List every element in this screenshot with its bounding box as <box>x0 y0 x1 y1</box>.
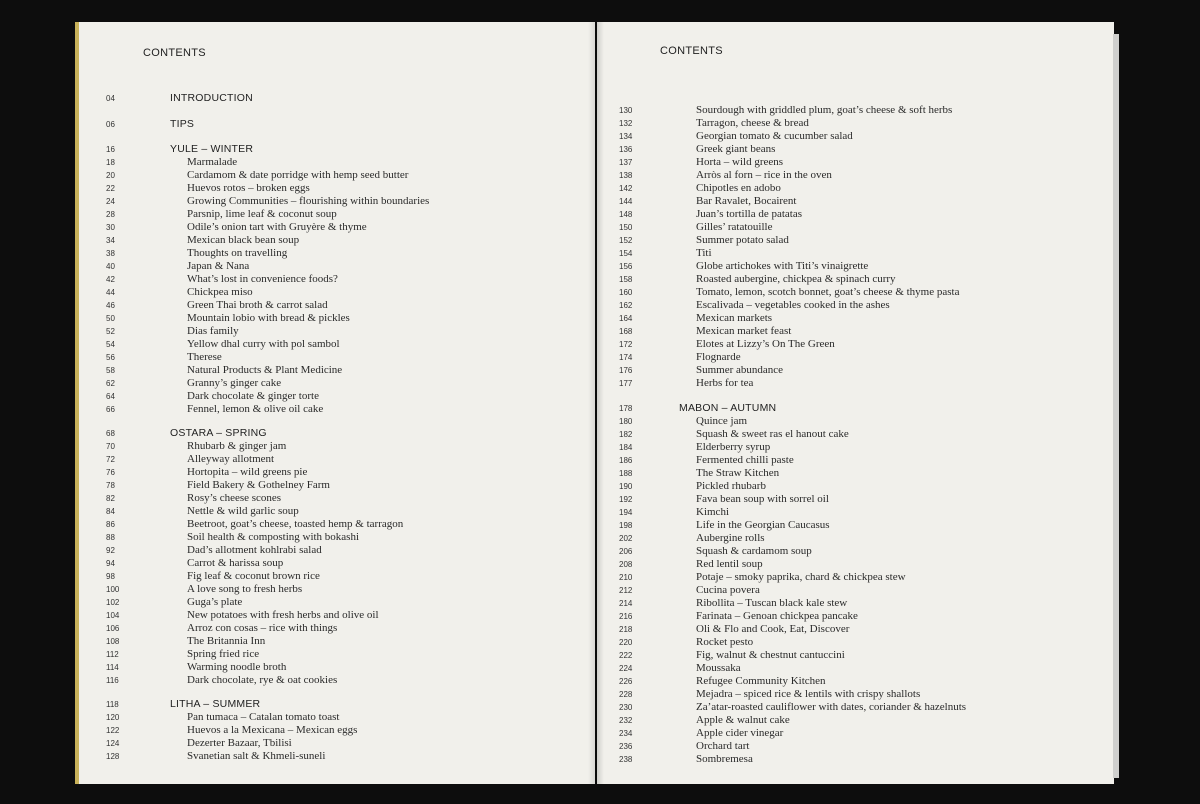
page-number: 116 <box>106 676 119 685</box>
page-number: 102 <box>106 598 120 607</box>
entry-title: Squash & cardamom soup <box>696 545 812 557</box>
page-number: 190 <box>619 482 633 491</box>
entry-title: Dias family <box>187 325 239 337</box>
page-number: 230 <box>619 703 633 712</box>
page-number: 124 <box>106 739 120 748</box>
page-number: 136 <box>619 145 633 154</box>
entry-title: Soil health & composting with bokashi <box>187 531 360 543</box>
entry-title: Tarragon, cheese & bread <box>696 117 809 129</box>
right-page <box>597 22 1114 784</box>
page-number: 120 <box>106 713 120 722</box>
page-number: 222 <box>619 651 633 660</box>
page-number: 34 <box>106 236 115 245</box>
page-number: 188 <box>619 469 633 478</box>
page-number: 214 <box>619 599 633 608</box>
entry-title: Growing Communities – flourishing within boundaries <box>187 195 430 207</box>
entry-title: Carrot & harissa soup <box>187 557 284 569</box>
entry-title: What’s lost in convenience foods? <box>187 273 338 285</box>
page-number: 164 <box>619 314 633 323</box>
entry-title: Cucina povera <box>696 584 760 596</box>
entry-title: Escalivada – vegetables cooked in the ashes <box>696 299 890 311</box>
entry-title: Orchard tart <box>696 740 750 752</box>
page-edge <box>1113 34 1119 778</box>
page-number: 172 <box>619 340 633 349</box>
page-number: 04 <box>106 94 115 103</box>
entry-title: Herbs for tea <box>696 377 754 389</box>
page-number: 38 <box>106 249 115 258</box>
page-number: 177 <box>619 379 633 388</box>
section-title: LITHA – SUMMER <box>170 698 261 710</box>
page-number: 92 <box>106 546 115 555</box>
page-number: 142 <box>619 184 633 193</box>
page-number: 226 <box>619 677 633 686</box>
entry-title: Rosy’s cheese scones <box>187 492 282 504</box>
entry-title: Fava bean soup with sorrel oil <box>696 493 829 505</box>
entry-title: Pickled rhubarb <box>696 480 766 492</box>
page-number: 216 <box>619 612 633 621</box>
page-number: 100 <box>106 585 120 594</box>
page-number: 112 <box>106 650 119 659</box>
entry-title: Flognarde <box>696 351 741 363</box>
entry-title: Globe artichokes with Titi’s vinaigrette <box>696 260 869 272</box>
entry-title: Potaje – smoky paprika, chard & chickpea stew <box>696 571 906 583</box>
entry-title: Greek giant beans <box>696 143 776 155</box>
page-number: 114 <box>106 663 119 672</box>
entry-title: Apple cider vinegar <box>696 727 784 739</box>
entry-title: Warming noodle broth <box>187 661 287 673</box>
page-number: 16 <box>106 145 115 154</box>
entry-title: Rhubarb & ginger jam <box>187 440 287 452</box>
entry-title: A love song to fresh herbs <box>187 583 303 595</box>
page-number: 168 <box>619 327 633 336</box>
entry-title: Titi <box>696 247 712 259</box>
entry-title: Odile’s onion tart with Gruyère & thyme <box>187 221 367 233</box>
page-number: 122 <box>106 726 120 735</box>
entry-title: Za’atar-roasted cauliflower with dates, coriander & hazelnuts <box>696 701 967 713</box>
entry-title: Rocket pesto <box>696 636 754 648</box>
page-number: 58 <box>106 366 115 375</box>
entry-title: Life in the Georgian Caucasus <box>696 519 830 531</box>
entry-title: Mexican markets <box>696 312 773 324</box>
entry-title: Roasted aubergine, chickpea & spinach curry <box>696 273 896 285</box>
page-number: 78 <box>106 481 115 490</box>
page-number: 144 <box>619 197 633 206</box>
page-number: 24 <box>106 197 115 206</box>
page-number: 68 <box>106 429 115 438</box>
page-number: 76 <box>106 468 115 477</box>
entry-title: Svanetian salt & Khmeli-suneli <box>187 750 326 762</box>
entry-title: Summer potato salad <box>696 234 789 246</box>
page-number: 56 <box>106 353 115 362</box>
page-number: 212 <box>619 586 633 595</box>
entry-title: Gilles’ ratatouille <box>696 221 773 233</box>
entry-title: Arroz con cosas – rice with things <box>187 622 338 634</box>
page-number: 218 <box>619 625 633 634</box>
page-number: 66 <box>106 405 115 414</box>
entry-title: Chickpea miso <box>187 286 253 298</box>
page-number: 30 <box>106 223 115 232</box>
entry-title: Tomato, lemon, scotch bonnet, goat’s cheese & thyme pasta <box>696 286 960 298</box>
page-number: 178 <box>619 404 633 413</box>
page-number: 202 <box>619 534 633 543</box>
page-number: 162 <box>619 301 633 310</box>
page-number: 20 <box>106 171 115 180</box>
page-number: 28 <box>106 210 115 219</box>
page-number: 132 <box>619 119 633 128</box>
entry-title: Ribollita – Tuscan black kale stew <box>696 597 848 609</box>
entry-title: Sombremesa <box>696 753 753 765</box>
page-number: 238 <box>619 755 633 764</box>
page-number: 98 <box>106 572 115 581</box>
entry-title: Farinata – Genoan chickpea pancake <box>696 610 858 622</box>
page-number: 220 <box>619 638 633 647</box>
page-number: 44 <box>106 288 115 297</box>
contents-header: CONTENTS <box>660 45 723 57</box>
page-number: 150 <box>619 223 633 232</box>
left-page <box>75 22 595 784</box>
entry-title: Cardamom & date porridge with hemp seed butter <box>187 169 409 181</box>
page-number: 236 <box>619 742 633 751</box>
entry-title: Fig, walnut & chestnut cantuccini <box>696 649 845 661</box>
entry-title: Japan & Nana <box>187 260 250 272</box>
entry-title: Pan tumaca – Catalan tomato toast <box>187 711 340 723</box>
entry-title: Moussaka <box>696 662 741 674</box>
entry-title: Apple & walnut cake <box>696 714 790 726</box>
entry-title: Yellow dhal curry with pol sambol <box>187 338 340 350</box>
section-title: INTRODUCTION <box>170 92 253 104</box>
page-number: 54 <box>106 340 115 349</box>
entry-title: Mexican black bean soup <box>187 234 300 246</box>
entry-title: Chipotles en adobo <box>696 182 781 194</box>
page-number: 70 <box>106 442 115 451</box>
page-number: 156 <box>619 262 633 271</box>
page-number: 86 <box>106 520 115 529</box>
entry-title: Kimchi <box>696 506 729 518</box>
page-number: 198 <box>619 521 633 530</box>
page-number: 42 <box>106 275 115 284</box>
entry-title: Parsnip, lime leaf & coconut soup <box>187 208 337 220</box>
entry-title: Alleyway allotment <box>187 453 275 465</box>
page-number: 154 <box>619 249 633 258</box>
page-number: 158 <box>619 275 633 284</box>
entry-title: Elotes at Lizzy’s On The Green <box>696 338 835 350</box>
entry-title: Quince jam <box>696 415 748 427</box>
page-number: 184 <box>619 443 633 452</box>
entry-title: Fermented chilli paste <box>696 454 794 466</box>
page-number: 104 <box>106 611 120 620</box>
entry-title: The Britannia Inn <box>187 635 266 647</box>
entry-title: Marmalade <box>187 156 238 168</box>
entry-title: Refugee Community Kitchen <box>696 675 826 687</box>
section-title: TIPS <box>170 118 195 130</box>
entry-title: Aubergine rolls <box>696 532 765 544</box>
page-number: 128 <box>106 752 120 761</box>
entry-title: Mexican market feast <box>696 325 792 337</box>
entry-title: Thoughts on travelling <box>187 247 288 259</box>
entry-title: Nettle & wild garlic soup <box>187 505 299 517</box>
page-number: 62 <box>106 379 115 388</box>
entry-title: Hortopita – wild greens pie <box>187 466 308 478</box>
entry-title: Oli & Flo and Cook, Eat, Discover <box>696 623 850 635</box>
page-number: 224 <box>619 664 633 673</box>
page-number: 186 <box>619 456 633 465</box>
page-number: 46 <box>106 301 115 310</box>
section-title: OSTARA – SPRING <box>170 427 267 439</box>
page-number: 06 <box>106 120 115 129</box>
entry-title: Sourdough with griddled plum, goat’s cheese & soft herbs <box>696 104 953 116</box>
section-title: MABON – AUTUMN <box>679 402 777 414</box>
page-number: 134 <box>619 132 633 141</box>
page-number: 174 <box>619 353 633 362</box>
page-number: 82 <box>106 494 115 503</box>
page-number: 118 <box>106 700 119 709</box>
entry-title: Summer abundance <box>696 364 784 376</box>
entry-title: Green Thai broth & carrot salad <box>187 299 328 311</box>
entry-title: Fennel, lemon & olive oil cake <box>187 403 324 415</box>
page-number: 228 <box>619 690 633 699</box>
entry-title: Squash & sweet ras el hanout cake <box>696 428 849 440</box>
entry-title: Mejadra – spiced rice & lentils with crispy shallots <box>696 688 921 700</box>
entry-title: Juan’s tortilla de patatas <box>696 208 802 220</box>
page-number: 18 <box>106 158 115 167</box>
entry-title: Granny’s ginger cake <box>187 377 282 389</box>
book-gutter <box>588 22 604 784</box>
section-title: YULE – WINTER <box>170 143 254 155</box>
entry-title: The Straw Kitchen <box>696 467 780 479</box>
page-number: 130 <box>619 106 633 115</box>
entry-title: Bar Ravalet, Bocairent <box>696 195 797 207</box>
entry-title: Dark chocolate, rye & oat cookies <box>187 674 338 686</box>
page-number: 50 <box>106 314 115 323</box>
entry-title: Dezerter Bazaar, Tbilisi <box>187 737 292 749</box>
page-number: 206 <box>619 547 633 556</box>
page-number: 182 <box>619 430 633 439</box>
entry-title: Arròs al forn – rice in the oven <box>696 169 832 181</box>
page-number: 84 <box>106 507 115 516</box>
page-number: 192 <box>619 495 633 504</box>
entry-title: Horta – wild greens <box>696 156 784 168</box>
entry-title: Guga’s plate <box>187 596 243 608</box>
entry-title: Mountain lobio with bread & pickles <box>187 312 350 324</box>
page-number: 22 <box>106 184 115 193</box>
entry-title: Fig leaf & coconut brown rice <box>187 570 320 582</box>
entry-title: Georgian tomato & cucumber salad <box>696 130 853 142</box>
page-number: 40 <box>106 262 115 271</box>
entry-title: Huevos rotos – broken eggs <box>187 182 310 194</box>
entry-title: Field Bakery & Gothelney Farm <box>187 479 330 491</box>
page-number: 210 <box>619 573 633 582</box>
page-number: 64 <box>106 392 115 401</box>
page-number: 232 <box>619 716 633 725</box>
page-number: 137 <box>619 158 633 167</box>
page-number: 152 <box>619 236 633 245</box>
contents-header: CONTENTS <box>143 47 206 59</box>
entry-title: Beetroot, goat’s cheese, toasted hemp & tarragon <box>187 518 404 530</box>
page-number: 176 <box>619 366 633 375</box>
page-number: 52 <box>106 327 115 336</box>
entry-title: Therese <box>187 351 222 363</box>
entry-title: Huevos a la Mexicana – Mexican eggs <box>187 724 358 736</box>
page-number: 94 <box>106 559 115 568</box>
page-number: 106 <box>106 624 120 633</box>
entry-title: Elderberry syrup <box>696 441 771 453</box>
entry-title: New potatoes with fresh herbs and olive oil <box>187 609 379 621</box>
page-number: 138 <box>619 171 633 180</box>
entry-title: Spring fried rice <box>187 648 260 660</box>
entry-title: Natural Products & Plant Medicine <box>187 364 343 376</box>
entry-title: Dark chocolate & ginger torte <box>187 390 319 402</box>
page-number: 180 <box>619 417 633 426</box>
page-number: 160 <box>619 288 633 297</box>
page-number: 108 <box>106 637 120 646</box>
page-number: 208 <box>619 560 633 569</box>
page-number: 88 <box>106 533 115 542</box>
page-number: 234 <box>619 729 633 738</box>
page-number: 72 <box>106 455 115 464</box>
page-number: 194 <box>619 508 633 517</box>
entry-title: Red lentil soup <box>696 558 763 570</box>
page-number: 148 <box>619 210 633 219</box>
entry-title: Dad’s allotment kohlrabi salad <box>187 544 322 556</box>
